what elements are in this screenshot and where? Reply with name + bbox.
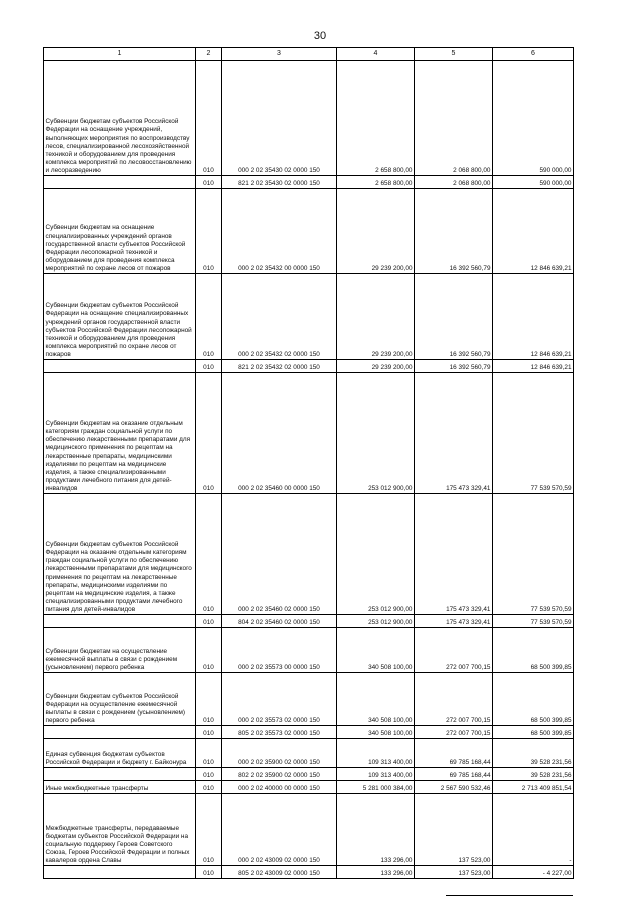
row-approved-amount: 340 508 100,00 bbox=[337, 726, 415, 739]
row-description: Субвенции бюджетам субъектов Российской Федерации на оснащение специализированных учреждений органов государственной власти субъектов Российской Федерации лесопожарной техникой и оборудованием для проведения комплекса мероприятий по охране лесов от пожаров bbox=[44, 274, 196, 360]
row-budget-code: 000 2 02 35460 02 0000 150 bbox=[222, 494, 337, 615]
row-line-code: 010 bbox=[196, 739, 222, 768]
row-executed-amount: 16 392 560,79 bbox=[415, 274, 493, 360]
row-description bbox=[44, 768, 196, 781]
row-budget-code: 000 2 02 35573 00 0000 150 bbox=[222, 628, 337, 673]
row-executed-amount: 2 567 590 532,46 bbox=[415, 781, 493, 794]
row-executed-amount: 272 007 700,15 bbox=[415, 673, 493, 726]
table-row bbox=[44, 739, 574, 768]
row-remaining-amount: 590 000,00 bbox=[493, 61, 574, 176]
row-line-code: 010 bbox=[196, 726, 222, 739]
column-header: 4 bbox=[337, 48, 415, 61]
table-row bbox=[44, 189, 574, 274]
table-row bbox=[44, 726, 574, 739]
row-budget-code: 000 2 02 43009 02 0000 150 bbox=[222, 794, 337, 866]
table-row bbox=[44, 61, 574, 176]
row-remaining-amount: - 4 227,00 bbox=[493, 866, 574, 879]
row-description: Субвенции бюджетам субъектов Российской Федерации на оказание отдельным категориям граждан социальной услуги по обеспечению лекарственными препаратами для медицинского применения по рецептам на лекарственные препараты, медицинскими изделиями по рецептам на медицинские изделия, а также специализированными продуктами лечебного питания для детей-инвалидов bbox=[44, 494, 196, 615]
row-budget-code: 000 2 02 35432 02 0000 150 bbox=[222, 274, 337, 360]
table-row bbox=[44, 794, 574, 866]
row-remaining-amount: 39 528 231,56 bbox=[493, 739, 574, 768]
row-executed-amount: 2 068 800,00 bbox=[415, 176, 493, 189]
row-line-code: 010 bbox=[196, 628, 222, 673]
row-approved-amount: 2 658 800,00 bbox=[337, 61, 415, 176]
row-approved-amount: 253 012 900,00 bbox=[337, 615, 415, 628]
row-remaining-amount: 68 500 399,85 bbox=[493, 726, 574, 739]
row-line-code: 010 bbox=[196, 373, 222, 494]
row-description: Межбюджетные трансферты, передаваемые бюджетам субъектов Российской Федерации на социальную поддержку Героев Советского Союза, Героев Российской Федерации и полных кавалеров ордена Славы bbox=[44, 794, 196, 866]
table-row bbox=[44, 274, 574, 360]
row-remaining-amount: 77 539 570,59 bbox=[493, 615, 574, 628]
table-row bbox=[44, 866, 574, 879]
header-row bbox=[44, 48, 574, 61]
row-line-code: 010 bbox=[196, 615, 222, 628]
row-line-code: 010 bbox=[196, 61, 222, 176]
row-remaining-amount: 39 528 231,56 bbox=[493, 768, 574, 781]
table-row bbox=[44, 628, 574, 673]
column-header: 3 bbox=[222, 48, 337, 61]
row-budget-code: 805 2 02 43009 02 0000 150 bbox=[222, 866, 337, 879]
row-approved-amount: 253 012 900,00 bbox=[337, 373, 415, 494]
row-line-code: 010 bbox=[196, 360, 222, 373]
row-approved-amount: 133 296,00 bbox=[337, 866, 415, 879]
row-budget-code: 804 2 02 35460 02 0000 150 bbox=[222, 615, 337, 628]
row-remaining-amount: - bbox=[493, 794, 574, 866]
row-line-code: 010 bbox=[196, 274, 222, 360]
row-remaining-amount: 590 000,00 bbox=[493, 176, 574, 189]
row-executed-amount: 137 523,00 bbox=[415, 866, 493, 879]
table-row bbox=[44, 373, 574, 494]
row-approved-amount: 253 012 900,00 bbox=[337, 494, 415, 615]
row-line-code: 010 bbox=[196, 781, 222, 794]
row-description bbox=[44, 726, 196, 739]
row-budget-code: 000 2 02 35460 00 0000 150 bbox=[222, 373, 337, 494]
row-approved-amount: 109 313 400,00 bbox=[337, 739, 415, 768]
row-description: Единая субвенция бюджетам субъектов Российской Федерации и бюджету г. Байконура bbox=[44, 739, 196, 768]
row-executed-amount: 272 007 700,15 bbox=[415, 726, 493, 739]
row-executed-amount: 2 068 800,00 bbox=[415, 61, 493, 176]
column-header: 1 bbox=[44, 48, 196, 61]
row-executed-amount: 16 392 560,79 bbox=[415, 189, 493, 274]
row-approved-amount: 133 296,00 bbox=[337, 794, 415, 866]
row-remaining-amount: 2 713 409 851,54 bbox=[493, 781, 574, 794]
row-remaining-amount: 77 539 570,59 bbox=[493, 494, 574, 615]
row-executed-amount: 175 473 329,41 bbox=[415, 373, 493, 494]
row-description: Иные межбюджетные трансферты bbox=[44, 781, 196, 794]
row-description: Субвенции бюджетам на осуществление ежемесячной выплаты в связи с рождением (усыновлением) первого ребенка bbox=[44, 628, 196, 673]
row-line-code: 010 bbox=[196, 794, 222, 866]
row-budget-code: 000 2 02 35430 02 0000 150 bbox=[222, 61, 337, 176]
table-row bbox=[44, 360, 574, 373]
row-line-code: 010 bbox=[196, 189, 222, 274]
table-row bbox=[44, 176, 574, 189]
row-remaining-amount: 77 539 570,59 bbox=[493, 373, 574, 494]
row-description: Субвенции бюджетам на оказание отдельным категориям граждан социальной услуги по обеспечению лекарственными препаратами для медицинского применения по рецептам на лекарственные препараты, медицинскими изделиями по рецептам на медицинские изделия, а также специализированными продуктами лечебного питания для детей-инвалидов bbox=[44, 373, 196, 494]
row-budget-code: 805 2 02 35573 02 0000 150 bbox=[222, 726, 337, 739]
row-executed-amount: 137 523,00 bbox=[415, 794, 493, 866]
row-description: Субвенции бюджетам субъектов Российской Федерации на осуществление ежемесячной выплаты в связи с рождением (усыновлением) первого ребенка bbox=[44, 673, 196, 726]
row-executed-amount: 175 473 329,41 bbox=[415, 494, 493, 615]
row-remaining-amount: 68 500 399,85 bbox=[493, 673, 574, 726]
table-row bbox=[44, 673, 574, 726]
row-budget-code: 000 2 02 40000 00 0000 150 bbox=[222, 781, 337, 794]
row-line-code: 010 bbox=[196, 866, 222, 879]
row-remaining-amount: 12 846 639,21 bbox=[493, 360, 574, 373]
row-budget-code: 000 2 02 35573 02 0000 150 bbox=[222, 673, 337, 726]
page-number: 30 bbox=[313, 30, 327, 42]
row-remaining-amount: 12 846 639,21 bbox=[493, 274, 574, 360]
row-approved-amount: 2 658 800,00 bbox=[337, 176, 415, 189]
column-header: 5 bbox=[415, 48, 493, 61]
table-row bbox=[44, 615, 574, 628]
row-remaining-amount: 12 846 639,21 bbox=[493, 189, 574, 274]
row-approved-amount: 109 313 400,00 bbox=[337, 768, 415, 781]
column-header: 6 bbox=[493, 48, 574, 61]
row-description bbox=[44, 176, 196, 189]
row-approved-amount: 340 508 100,00 bbox=[337, 673, 415, 726]
row-description bbox=[44, 866, 196, 879]
row-budget-code: 821 2 02 35432 02 0000 150 bbox=[222, 360, 337, 373]
row-approved-amount: 5 281 000 384,00 bbox=[337, 781, 415, 794]
row-description: Субвенции бюджетам на оснащение специализированных учреждений органов государственной власти субъектов Российской Федерации лесопожарной техникой и оборудованием для проведения комплекса мероприятий по охране лесов от пожаров bbox=[44, 189, 196, 274]
row-budget-code: 000 2 02 35432 00 0000 150 bbox=[222, 189, 337, 274]
row-budget-code: 802 2 02 35900 02 0000 150 bbox=[222, 768, 337, 781]
row-approved-amount: 29 239 200,00 bbox=[337, 360, 415, 373]
row-description bbox=[44, 360, 196, 373]
row-approved-amount: 340 508 100,00 bbox=[337, 628, 415, 673]
row-approved-amount: 29 239 200,00 bbox=[337, 274, 415, 360]
row-line-code: 010 bbox=[196, 176, 222, 189]
row-description bbox=[44, 615, 196, 628]
row-executed-amount: 69 785 168,44 bbox=[415, 739, 493, 768]
row-description: Субвенции бюджетам субъектов Российской Федерации на оснащение учреждений, выполняющих мероприятия по воспроизводству лесов, специализированной лесохозяйственной техникой и оборудованием для проведения комплекса мероприятий по лесовосстановлению и лесоразведению bbox=[44, 61, 196, 176]
row-budget-code: 821 2 02 35430 02 0000 150 bbox=[222, 176, 337, 189]
row-executed-amount: 175 473 329,41 bbox=[415, 615, 493, 628]
row-approved-amount: 29 239 200,00 bbox=[337, 189, 415, 274]
table-row bbox=[44, 494, 574, 615]
budget-table bbox=[43, 47, 574, 879]
table-row bbox=[44, 768, 574, 781]
row-line-code: 010 bbox=[196, 673, 222, 726]
row-budget-code: 000 2 02 35900 02 0000 150 bbox=[222, 739, 337, 768]
row-executed-amount: 69 785 168,44 bbox=[415, 768, 493, 781]
table-row bbox=[44, 781, 574, 794]
row-remaining-amount: 68 500 399,85 bbox=[493, 628, 574, 673]
footer-divider bbox=[446, 895, 573, 896]
row-executed-amount: 272 007 700,15 bbox=[415, 628, 493, 673]
row-line-code: 010 bbox=[196, 494, 222, 615]
column-header: 2 bbox=[196, 48, 222, 61]
row-executed-amount: 16 392 560,79 bbox=[415, 360, 493, 373]
row-line-code: 010 bbox=[196, 768, 222, 781]
